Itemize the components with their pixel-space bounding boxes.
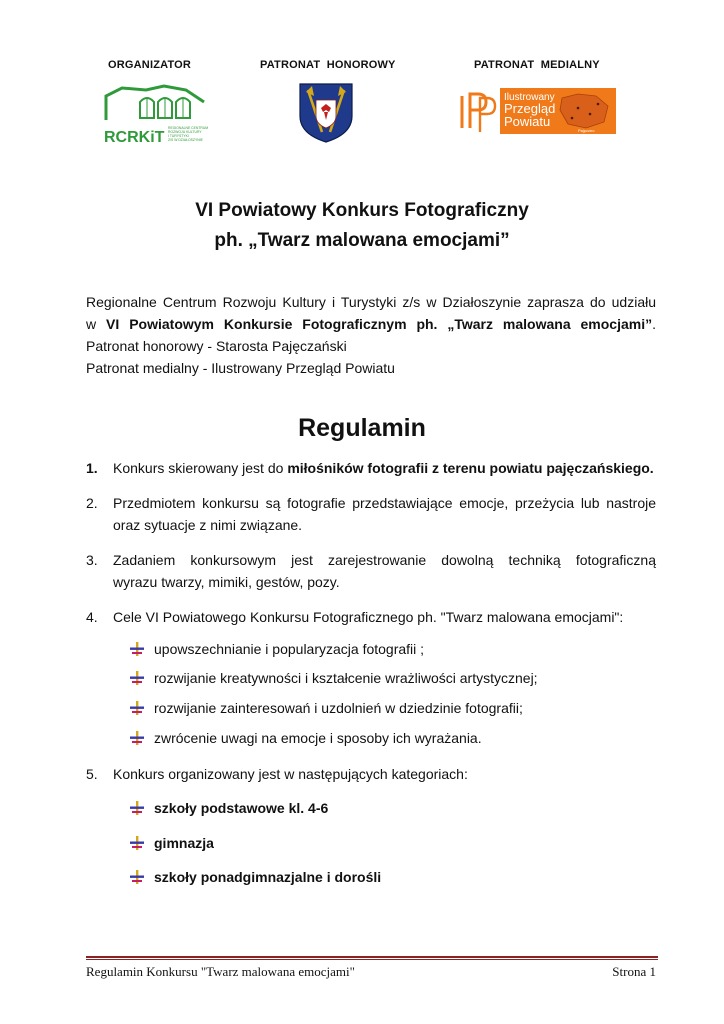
rule-number: 2. xyxy=(86,495,98,511)
intro-paragraph xyxy=(86,291,656,379)
honorary-patronage-label: PATRONAT HONOROWY xyxy=(260,59,396,71)
svg-text:Pajęczno: Pajęczno xyxy=(578,128,595,133)
intro-line: Patronat honorowy - Starosta Pajęczański xyxy=(86,338,347,354)
intro-line: w VI Powiatowym Konkursie Fotograficznym ph. „Twarz malowana emocjami”. xyxy=(86,316,656,332)
rule-number: 1. xyxy=(86,460,98,476)
svg-text:ROZWOJU KULTURY: ROZWOJU KULTURY xyxy=(168,130,202,134)
page-number: Strona 1 xyxy=(612,964,656,979)
arrow-bullet-icon xyxy=(130,870,144,884)
footer-divider xyxy=(86,959,658,960)
document-subtitle: ph. „Twarz malowana emocjami” xyxy=(214,230,510,251)
arrow-bullet-icon xyxy=(130,671,144,685)
svg-text:Ilustrowany: Ilustrowany xyxy=(504,92,555,103)
arrow-bullet-icon xyxy=(130,836,144,850)
arrow-bullet-icon xyxy=(130,801,144,815)
svg-text:I TURYSTYKI: I TURYSTYKI xyxy=(168,134,189,138)
ilustrowany-przeglad-powiatu-logo xyxy=(458,88,616,134)
arrow-bullet-icon xyxy=(130,642,144,656)
rcrkit-logo-text: RCRKiT xyxy=(104,129,165,146)
rule-item: 2. Przedmiotem konkursu są fotografie przedstawiające emocje, przeżycia lub nastroje oraz sytuacje z nimi związane. xyxy=(86,492,656,536)
footer-divider xyxy=(86,956,658,958)
intro-line: Regionalne Centrum Rozwoju Kultury i Turystyki z/s w Działoszynie zaprasza do udziału xyxy=(86,294,656,310)
rule-number: 4. xyxy=(86,609,98,625)
document-title: VI Powiatowy Konkurs Fotograficzny xyxy=(195,200,529,221)
rule-number: 5. xyxy=(86,766,98,782)
intro-line: Patronat medialny - Ilustrowany Przegląd Powiatu xyxy=(86,360,395,376)
media-patronage-label: PATRONAT MEDIALNY xyxy=(474,59,600,71)
rule-number: 3. xyxy=(86,552,98,568)
svg-text:Powiatu: Powiatu xyxy=(504,114,551,129)
rule-item: 3. Zadaniem konkursowym jest zarejestrowanie dowolną techniką fotograficzną wyrazu twarzy, mimiki, gestów, pozy. xyxy=(86,549,656,593)
arrow-bullet-icon xyxy=(130,731,144,745)
svg-text:Przegląd: Przegląd xyxy=(504,101,556,116)
svg-text:REGIONALNE CENTRUM: REGIONALNE CENTRUM xyxy=(168,126,209,130)
regulamin-heading: Regulamin xyxy=(298,414,426,442)
coat-of-arms-icon xyxy=(298,82,354,144)
organizer-label: ORGANIZATOR xyxy=(108,59,192,71)
svg-text:Z/S W DZIAŁOSZYNIE: Z/S W DZIAŁOSZYNIE xyxy=(168,138,203,142)
footer-title: Regulamin Konkursu "Twarz malowana emocjami" xyxy=(86,964,355,979)
arrow-bullet-icon xyxy=(130,701,144,715)
rcrkit-logo xyxy=(100,82,210,148)
